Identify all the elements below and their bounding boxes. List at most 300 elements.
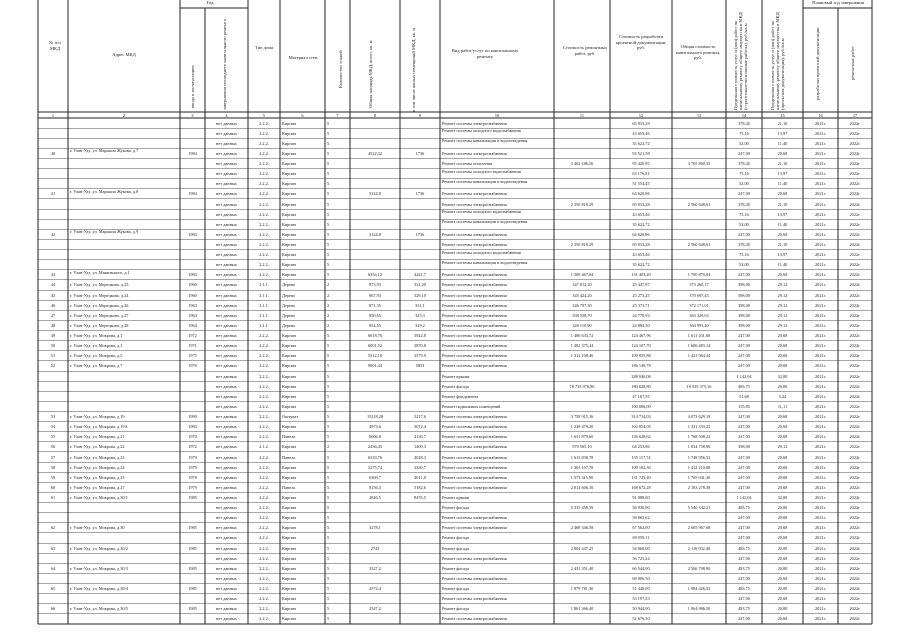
cell-p1: 2021г. <box>815 596 826 602</box>
cell-fl: 2 <box>327 302 330 308</box>
cell-work: Ремонт системы электроснабжения <box>442 231 507 237</box>
header-col-area-res: в том числе жилых помещений МКД, кв. м <box>411 27 416 112</box>
cell-p2: 2022г. <box>849 575 861 581</box>
cell-wall: Кирпич <box>282 201 297 207</box>
cell-p1: 2021г. <box>815 393 826 399</box>
cell-wall: Кирпич <box>282 272 297 278</box>
cell-addr: г. Улан-Удэ, ул. Мокрова, д.3 <box>70 343 123 349</box>
cell-wall: Кирпич <box>282 181 297 187</box>
cell-p1: 2021г. <box>815 363 826 369</box>
cell-res: 329,2 <box>415 322 425 328</box>
cell-doc: 288 046,08 <box>631 373 651 379</box>
cell-l2: 32,00 <box>777 495 788 500</box>
cell-doc: 25 373,71 <box>632 302 650 308</box>
cell-yr: нет данных <box>216 454 237 460</box>
cell-l1: 247,00 <box>738 424 750 430</box>
cell-p1: 2021г. <box>815 242 826 247</box>
header-col-limit-cmr: Предельная стоимость услуг и (или) работ по капитальному ремонту общего имущества в МКД (строительно-монтажные работы), руб./кв.м <box>733 12 748 110</box>
cell-type: 3.1.1. <box>259 282 269 288</box>
cell-type: 2.2.2. <box>259 515 269 521</box>
cell-doc: 131 403,20 <box>631 272 651 278</box>
cell-addr: г. Улан-Удэ, ул. Мокрова, д.21 <box>70 434 125 440</box>
cell-yb: 1985 <box>188 525 197 531</box>
cell-cost: 1 573 315,90 <box>570 474 594 480</box>
cell-fl: 5 <box>327 383 330 389</box>
header-col-year-built: ввода в эксплуатацию <box>190 65 195 108</box>
cell-l1: 398,00 <box>738 312 750 318</box>
cell-type: 2.2.2. <box>259 535 269 541</box>
cell-yr: нет данных <box>216 596 237 602</box>
cell-l2: 32,00 <box>777 373 788 379</box>
cell-yb: 1979 <box>188 484 197 490</box>
cell-l1: 247,00 <box>738 434 750 440</box>
cell-fl: 5 <box>327 140 330 146</box>
cell-p2: 2022г. <box>849 252 861 258</box>
cell-p1: 2021г. <box>815 161 826 167</box>
cell-work: Ремонт системы электроснабжения <box>442 414 507 420</box>
cell-work: Ремонт системы электроснабжения <box>442 444 507 450</box>
cell-wall: Кирпич <box>282 565 297 571</box>
cell-yr: нет данных <box>216 363 237 369</box>
cell-work: Ремонт системы электроснабжения <box>442 322 507 328</box>
cell-l1: 483,75 <box>738 545 750 551</box>
cell-p1: 2021г. <box>815 252 826 258</box>
cell-wall: Панель <box>282 454 296 460</box>
cell-fl: 5 <box>327 130 330 136</box>
cell-res: 325,3 <box>415 312 425 318</box>
cell-type: 2.2.2. <box>259 373 269 379</box>
cell-addr: г. Улан-Удэ, ул. Мокрова, д.19 <box>70 414 125 420</box>
cell-n: 64 <box>50 565 56 571</box>
cell-wall: Кирпич <box>282 616 297 622</box>
cell-yr: нет данных <box>216 474 237 480</box>
cell-cost: 1 482 375,44 <box>570 343 594 349</box>
cell-n: 43 <box>50 272 56 278</box>
cell-p1: 2021г. <box>815 505 826 511</box>
cell-fl: 5 <box>327 211 330 217</box>
cell-total: 2 560 648,61 <box>687 242 711 247</box>
cell-addr: г. Улан-Удэ, ул. Мокрова, д.27 <box>70 484 125 490</box>
cell-wall: Кирпич <box>282 545 297 551</box>
cell-wall: Кирпич <box>282 353 297 359</box>
cell-total: 1 611 101,68 <box>687 333 711 339</box>
cell-l2: 20,68 <box>777 150 788 156</box>
cell-p2: 2022г. <box>849 464 861 470</box>
cell-p2: 2022г. <box>849 525 861 531</box>
column-number: 17 <box>852 112 858 118</box>
cell-area: 6354,12 <box>368 272 382 278</box>
cell-type: 3.1.1. <box>259 322 269 328</box>
cell-type: 2.2.2. <box>259 120 269 126</box>
cell-doc: 131 725,40 <box>631 474 651 480</box>
cell-l2: 13,97 <box>777 252 788 258</box>
cell-p1: 2021г. <box>815 211 826 217</box>
cell-p2: 2022г. <box>849 221 861 227</box>
cell-work: Ремонт системы электроснабжения <box>442 464 507 470</box>
cell-work: Ремонт фундамента <box>442 393 479 399</box>
cell-total: 364 995,40 <box>689 322 709 328</box>
cell-yb: 1990 <box>188 414 197 420</box>
cell-n: 51 <box>50 353 56 359</box>
cell-work: Ремонт системы электроснабжения <box>442 272 507 278</box>
cell-doc: 68 806,50 <box>632 575 650 581</box>
cell-work: Ремонт фасада <box>442 383 470 389</box>
cell-type: 2.2.2. <box>259 565 269 571</box>
cell-yr: нет данных <box>216 231 237 237</box>
cell-l1: 52,00 <box>739 140 749 146</box>
cell-l1: 1 142,04 <box>736 373 752 379</box>
cell-work: Ремонт системы электроснабжения <box>442 333 507 339</box>
cell-p2: 2022г. <box>849 353 861 359</box>
cell-type: 2.2.2. <box>259 424 269 430</box>
cell-yb: 1976 <box>188 363 197 369</box>
cell-doc: 52 676,10 <box>632 616 650 622</box>
cell-n: 61 <box>50 495 56 500</box>
cell-p1: 2021г. <box>815 312 826 318</box>
cell-doc: 168 672,28 <box>631 484 651 490</box>
cell-yb: 1960 <box>188 282 197 288</box>
cell-res: 1736 <box>415 150 425 156</box>
cell-fl: 2 <box>327 292 330 298</box>
cell-wall: Кирпич <box>282 120 297 126</box>
cell-yr: нет данных <box>216 616 237 622</box>
cell-addr: г. Улан-Удэ, ул. Мокрова, д.30/3 <box>70 565 128 571</box>
cell-doc: 91 088,00 <box>632 495 650 500</box>
cell-yr: нет данных <box>216 252 237 258</box>
cell-p1: 2021г. <box>815 262 826 268</box>
cell-p1: 2021г. <box>815 495 826 500</box>
cell-area: 6001,52 <box>368 343 382 349</box>
cell-p1: 2021г. <box>815 464 826 470</box>
cell-res: 4241,7 <box>414 272 426 278</box>
cell-l2: 11,11 <box>777 403 788 409</box>
cell-area: 6369,7 <box>369 474 381 480</box>
cell-type: 2.2.2. <box>259 596 269 602</box>
cell-total: 3 705 860,35 <box>687 161 711 167</box>
cell-wall: Кирпич <box>282 140 297 146</box>
cell-yr: нет данных <box>216 242 237 247</box>
cell-doc: 25 273,25 <box>632 292 650 298</box>
cell-l2: 5,24 <box>778 393 787 399</box>
cell-yr: нет данных <box>216 555 237 561</box>
cell-doc: 25 447,97 <box>632 282 650 288</box>
cell-yr: нет данных <box>216 353 237 359</box>
cell-yr: нет данных <box>216 120 237 126</box>
cell-yr: нет данных <box>216 201 237 207</box>
header-col-year-repair: завершения последнего капитального ремонта <box>222 19 227 110</box>
cell-n: 66 <box>50 606 56 612</box>
cell-l1: 378,45 <box>738 242 750 247</box>
cell-p1: 2021г. <box>815 606 826 612</box>
cell-p1: 2021г. <box>815 292 826 298</box>
cell-res: 3330,7 <box>414 464 426 470</box>
cell-l2: 20,68 <box>777 484 788 490</box>
cell-type: 2.2.2. <box>259 150 269 156</box>
cell-area: 2436,45 <box>368 444 382 450</box>
cell-type: 2.2.2. <box>259 454 269 460</box>
column-number: 10 <box>494 112 500 118</box>
cell-p2: 2022г. <box>849 555 861 561</box>
cell-area: 6018,76 <box>368 333 382 339</box>
cell-work: Ремонт системы электроснабжения <box>442 596 507 602</box>
cell-work: Ремонт системы электроснабжения <box>442 484 507 490</box>
cell-fl: 5 <box>327 606 330 612</box>
cell-work: Ремонт системы электроснабжения <box>442 150 507 156</box>
cell-l1: 398,00 <box>738 292 750 298</box>
cell-work: Ремонт системы электроснабжения <box>442 424 507 430</box>
column-number: 16 <box>818 112 823 118</box>
cell-l1: 378,45 <box>738 201 750 207</box>
cell-yr: нет данных <box>216 292 237 298</box>
cell-wall: Кирпич <box>282 555 297 561</box>
cell-l2: 13,97 <box>777 211 788 217</box>
cell-fl: 5 <box>327 545 330 551</box>
cell-p1: 2021г. <box>815 383 826 389</box>
cell-res: 5853 <box>415 363 425 369</box>
column-number: 5 <box>262 112 266 118</box>
cell-work: Ремонт системы электроснабжения <box>442 201 507 207</box>
cell-total: 1 748 956,52 <box>687 454 711 460</box>
cell-l2: 20,68 <box>777 363 788 369</box>
cell-doc: 124 107,70 <box>631 343 651 349</box>
cell-yb: 1979 <box>188 464 197 470</box>
header-col-floors: Количество этажей <box>338 50 343 88</box>
cell-fl: 5 <box>327 393 330 399</box>
cell-doc: 109 855,88 <box>631 353 651 359</box>
cell-p1: 2021г. <box>815 484 826 490</box>
header-col-house-type: Тип дома <box>254 45 274 50</box>
cell-p2: 2022г. <box>849 545 861 551</box>
cell-type: 2.2.2. <box>259 414 269 420</box>
cell-wall: Кирпич <box>282 242 297 247</box>
cell-addr: г. Улан-Удэ, ул. Мокрова, д.23 <box>70 454 125 460</box>
cell-type: 2.2.2. <box>259 161 269 167</box>
cell-p2: 2022г. <box>849 565 861 571</box>
cell-yb: 1972 <box>188 333 197 339</box>
cell-l2: 21,10 <box>777 161 788 167</box>
cell-fl: 5 <box>327 272 330 278</box>
header-col-plan-doc: разработки проектной документации <box>815 27 820 100</box>
cell-type: 2.2.2. <box>259 231 269 237</box>
cell-yr: нет данных <box>216 484 237 490</box>
cell-yr: нет данных <box>216 535 237 541</box>
cell-n: 47 <box>50 312 56 318</box>
cell-l1: 247,00 <box>738 596 750 602</box>
cell-l1: 247,00 <box>738 191 750 197</box>
cell-p1: 2021г. <box>815 555 826 561</box>
cell-type: 2.2.2. <box>259 272 269 278</box>
cell-area: 9001,44 <box>368 363 382 369</box>
cell-yr: нет данных <box>216 140 237 146</box>
cell-l2: 11,40 <box>777 140 788 146</box>
cell-n: 46 <box>50 302 56 308</box>
cell-type: 2.2.2. <box>259 616 269 622</box>
cell-area: 2572,4 <box>369 586 381 592</box>
cell-doc: 102 854,05 <box>631 424 651 430</box>
cell-type: 2.2.2. <box>259 495 269 500</box>
cell-doc: 54 860,00 <box>632 545 650 551</box>
cell-wall: Кирпич <box>282 424 297 430</box>
cell-p1: 2021г. <box>815 191 826 197</box>
cell-wall: Оштукат. <box>282 414 299 420</box>
cell-l2: 13,97 <box>777 130 788 136</box>
cell-area: 854,55 <box>369 322 381 328</box>
cell-addr: г. Улан-Удэ, ул. Мокрова, д.1 <box>70 333 123 339</box>
cell-p2: 2022г. <box>849 515 861 521</box>
column-number: 12 <box>638 112 644 118</box>
cell-type: 2.2.2. <box>259 201 269 207</box>
cell-n: 40 <box>50 150 56 156</box>
cell-area: 4522,32 <box>368 150 382 156</box>
cell-area: 3124,8 <box>369 231 381 237</box>
cell-fl: 5 <box>327 373 330 379</box>
cell-l1: 51,68 <box>739 393 749 399</box>
cell-p2: 2022г. <box>849 403 861 409</box>
cell-wall: Кирпич <box>282 495 297 500</box>
cell-p1: 2021г. <box>815 201 826 207</box>
cell-wall: Кирпич <box>282 252 297 258</box>
cell-yr: нет данных <box>216 545 237 551</box>
cell-cost: 18 733 976,96 <box>569 383 595 389</box>
cell-res: 5217,6 <box>414 414 426 420</box>
cell-cost: 1 486 633,72 <box>570 333 594 339</box>
cell-p1: 2021г. <box>815 322 826 328</box>
cell-cost: 338 558,70 <box>572 312 592 318</box>
cell-yb: 1985 <box>188 586 197 592</box>
cell-p2: 2022г. <box>849 262 861 268</box>
cell-area: 2547,2 <box>369 606 381 612</box>
cell-cost: 1 613 838,78 <box>570 454 594 460</box>
cell-n: 65 <box>50 586 56 592</box>
cell-p2: 2022г. <box>849 161 861 167</box>
cell-doc: 136 628,62 <box>631 434 651 440</box>
cell-work: Ремонт системы холодного водоснабжения <box>442 128 521 134</box>
cell-n: 50 <box>50 343 56 349</box>
cell-p1: 2021г. <box>815 282 826 288</box>
cell-wall: Кирпич <box>282 606 297 612</box>
cell-area: 3278,1 <box>369 525 381 531</box>
cell-p1: 2021г. <box>815 120 826 126</box>
cell-total: 372 171,01 <box>689 302 709 308</box>
cell-wall: Кирпич <box>282 464 297 470</box>
cell-addr: г. Улан-Удэ, ул. Мокрова, д.22 <box>70 444 125 450</box>
cell-cost: 3 402 186,56 <box>570 161 594 167</box>
cell-l2: 11,40 <box>777 181 788 187</box>
cell-type: 3.1.1. <box>259 302 269 308</box>
cell-type: 2.2.2. <box>259 211 269 217</box>
cell-p2: 2022г. <box>849 505 861 511</box>
cell-n: 41 <box>50 191 56 197</box>
cell-type: 2.2.2. <box>259 403 269 409</box>
cell-addr: г. Улан-Удэ, ул. Мокрова, д.30/2 <box>70 545 128 551</box>
cell-doc: 63 176,81 <box>632 171 650 177</box>
cell-n: 53 <box>50 414 56 420</box>
cell-l2: 20,68 <box>777 596 788 602</box>
column-number: 6 <box>301 112 304 118</box>
cell-yr: нет данных <box>216 515 237 521</box>
cell-addr: г. Улан-Удэ, ул. Мерецкова, д.27 <box>70 312 129 318</box>
cell-cost: 1 879 781,30 <box>570 586 594 592</box>
cell-area: 6533,76 <box>368 454 382 460</box>
header-col-year-group: Год <box>206 0 214 5</box>
cell-doc: 67 562,00 <box>632 525 650 531</box>
cell-l2: 20,00 <box>777 606 788 612</box>
cell-yr: нет данных <box>216 606 237 612</box>
cell-yr: нет данных <box>216 130 237 136</box>
cell-fl: 5 <box>327 505 330 511</box>
cell-l2: 21,10 <box>777 242 788 247</box>
cell-l2: 11,40 <box>777 221 788 227</box>
cell-doc: 64 253,86 <box>632 444 650 450</box>
cell-p2: 2022г. <box>849 150 861 156</box>
cell-fl: 5 <box>327 191 330 197</box>
cell-p2: 2022г. <box>849 181 861 187</box>
cell-total: 1 700 870,84 <box>687 272 711 278</box>
cell-p2: 2022г. <box>849 333 861 339</box>
cell-l1: 247,00 <box>738 150 750 156</box>
cell-l1: 247,00 <box>738 454 750 460</box>
cell-work: Ремонт системы электроснабжения <box>442 575 507 581</box>
cell-addr: г. Улан-Удэ, ул. Маршала Жукова, д.8 <box>70 188 139 194</box>
cell-doc: 35 622,72 <box>632 221 650 227</box>
cell-cost: 2 468 346,58 <box>570 525 594 531</box>
cell-fl: 5 <box>327 586 330 592</box>
cell-l1: 398,00 <box>738 302 750 308</box>
cell-type: 2.2.2. <box>259 191 269 197</box>
cell-area: 850,65 <box>369 312 381 318</box>
cell-p2: 2022г. <box>849 484 861 490</box>
cell-l2: 20,00 <box>777 565 788 571</box>
cell-l1: 247,00 <box>738 272 750 278</box>
cell-type: 2.2.2. <box>259 171 269 177</box>
cell-wall: Кирпич <box>282 150 297 156</box>
cell-yr: нет данных <box>216 312 237 318</box>
cell-l1: 378,45 <box>738 161 750 167</box>
cell-l1: 483,75 <box>738 565 750 571</box>
cell-n: 63 <box>50 545 56 551</box>
cell-p1: 2021г. <box>815 474 826 480</box>
cell-yr: нет данных <box>216 191 237 197</box>
cell-work: Ремонт фасада <box>442 586 470 592</box>
cell-n: 49 <box>50 333 56 339</box>
cell-p1: 2021г. <box>815 130 826 136</box>
cell-yb: 1984 <box>188 272 197 278</box>
cell-res: 4130,7 <box>414 434 426 440</box>
cell-l1: 247,00 <box>738 575 750 581</box>
cell-wall: Кирпич <box>282 363 297 369</box>
cell-l1: 247,00 <box>738 555 750 561</box>
cell-yb: 1984 <box>188 150 197 156</box>
cell-yb: 1985 <box>188 565 197 571</box>
cell-res: 8476,5 <box>414 495 426 500</box>
cell-type: 2.2.2. <box>259 333 269 339</box>
cell-l1: 75,16 <box>739 252 749 258</box>
cell-area: 2743 <box>370 545 380 551</box>
cell-type: 2.2.2. <box>259 181 269 187</box>
cell-p1: 2021г. <box>815 575 826 581</box>
cell-l2: 20,68 <box>777 191 788 197</box>
cell-fl: 2 <box>327 282 330 288</box>
cell-fl: 5 <box>327 161 330 167</box>
cell-doc: 95 420,95 <box>632 161 650 167</box>
cell-p2: 2022г. <box>849 495 861 500</box>
cell-type: 3.1.1. <box>259 312 269 318</box>
cell-doc: 186 149,78 <box>631 363 651 369</box>
cell-work: Ремонт системы электроснабжения <box>442 292 507 298</box>
cell-p1: 2021г. <box>815 343 826 349</box>
cell-cost: 1 569 467,64 <box>570 272 594 278</box>
cell-p1: 2021г. <box>815 616 826 622</box>
